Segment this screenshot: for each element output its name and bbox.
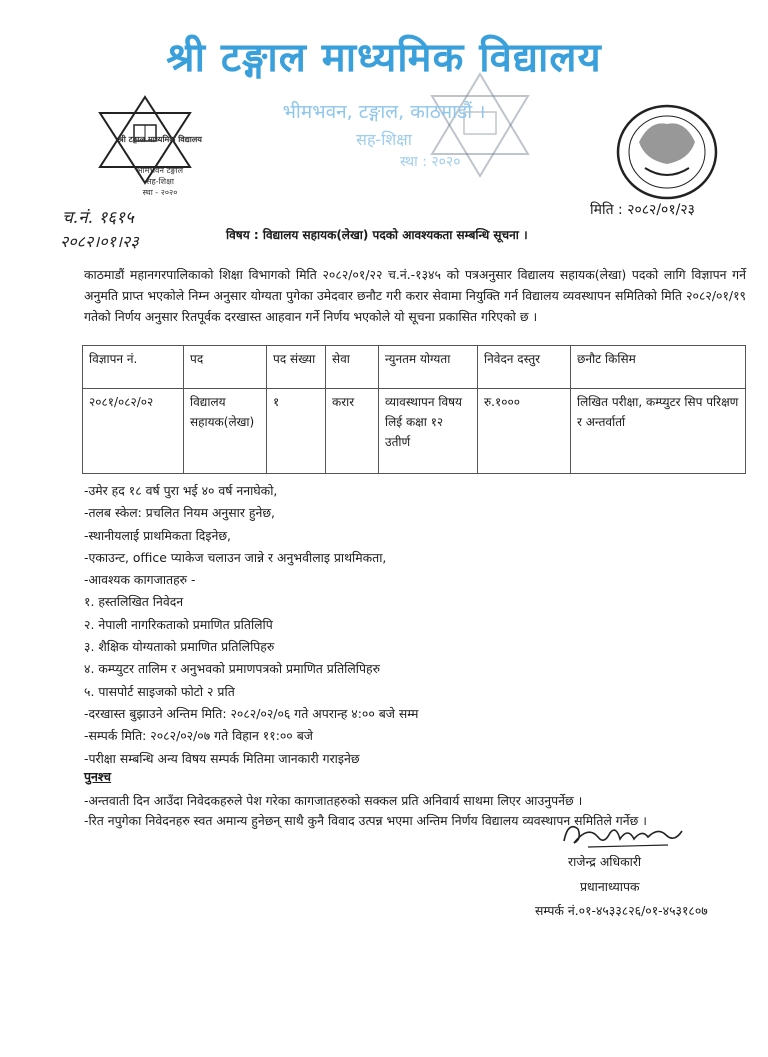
table-cell: १ bbox=[267, 389, 326, 474]
list-item: -दरखास्त बुझाउने अन्तिम मिति: २०८२/०२/०६ गते अपरान्ह ४:०० बजे सम्म bbox=[84, 705, 419, 721]
logo-line: भीमभवन टङ्गाल bbox=[136, 166, 184, 175]
contact-number: सम्पर्क नं.०१-४५३३८२६/०१-४५३१८०७ bbox=[535, 903, 708, 918]
handwritten-reference-number: च.नं. १६१५ bbox=[62, 208, 134, 228]
established-year: स्था : २०२० bbox=[400, 154, 461, 170]
signature-icon bbox=[558, 815, 688, 855]
logo-line: सह-शिक्षा bbox=[146, 177, 174, 186]
table-cell: २०८१/०८२/०२ bbox=[83, 389, 184, 474]
postscript-heading: पुनश्च bbox=[84, 769, 112, 784]
table-header: छनौट किसिम bbox=[571, 346, 746, 389]
notice-date: मिति : २०८२/०१/२३ bbox=[590, 202, 695, 218]
table-header: पद संख्या bbox=[267, 346, 326, 389]
handwritten-date: २०८२।०१।२३ bbox=[60, 232, 139, 251]
table-cell: व्यावस्थापन विषय लिई कक्षा १२ उतीर्ण bbox=[379, 389, 478, 474]
conditions-list bbox=[84, 480, 744, 770]
table-cell: रु.१००० bbox=[478, 389, 571, 474]
school-name-heading: श्री टङ्गाल माध्यमिक विद्यालय bbox=[166, 35, 602, 81]
table-cell: विद्यालय सहायक(लेखा) bbox=[184, 389, 267, 474]
school-logo-text bbox=[95, 132, 225, 198]
notice-subject: विषय : विद्यालय सहायक(लेखा) पदको आवश्यकता सम्बन्धि सूचना । bbox=[226, 228, 528, 242]
list-item: -आवश्यक कागजातहरु - bbox=[84, 572, 196, 588]
list-item: ५. पासपोर्ट साइजको फोटो २ प्रति bbox=[84, 683, 235, 699]
round-stamp-icon bbox=[615, 102, 719, 202]
list-item: -एकाउन्ट, office प्याकेज चलाउन जान्ने र अनुभवीलाइ प्राथमिकता, bbox=[84, 549, 387, 565]
postscript-line: -रित नपुगेका निवेदनहरु स्वत अमान्य हुनेछन् साथै कुनै विवाद उत्पन्न भएमा अन्तिम निर्णय विद्यालय व्यवस्थापन समितिले गर्नेछ । bbox=[84, 813, 647, 828]
list-item: -उमेर हद १८ वर्ष पुरा भई ४० वर्ष ननाघेको, bbox=[84, 483, 278, 498]
table-header: सेवा bbox=[326, 346, 379, 389]
list-item: -तलब स्केल: प्रचलित नियम अनुसार हुनेछ, bbox=[84, 505, 275, 521]
school-address: भीमभवन, टङ्गाल, काठमाडौं । bbox=[282, 101, 486, 123]
list-item: २. नेपाली नागरिकताको प्रमाणित प्रतिलिपि bbox=[84, 616, 273, 632]
table-cell: लिखित परीक्षा, कम्प्युटर सिप परिक्षण र अन्तर्वार्ता bbox=[571, 389, 746, 474]
table-header: न्युनतम योग्यता bbox=[379, 346, 478, 389]
signatory-title: प्रधानाध्यापक bbox=[580, 879, 640, 894]
list-item: -सम्पर्क मिति: २०८२/०२/०७ गते विहान ११:०० बजे bbox=[84, 728, 313, 744]
signatory-name: राजेन्द्र अधिकारी bbox=[568, 854, 642, 869]
vacancy-table bbox=[82, 345, 746, 474]
intro-paragraph: काठमाडौं महानगरपालिकाको शिक्षा विभागको मिति २०८२/०१/२२ च.नं.-१३४५ को पत्रअनुसार विद्यालय सहायक(लेखा) पदको लागि विज्ञापन गर्ने अनुमति प्राप्त भएकोले निम्न अनुसार योग्यता पुगेका उमेदवार छनौट गरी करार सेवामा नियुक्ति गर्न विद्यालय व्यवस्थापन समितिको मिति २०८२/०१/१९ गतेको निर्णय अनुसार रितपूर्वक दरखास्त आहवान गर्ने निर्णय भएकोले यो सूचना प्रकासित गरिएको छ । bbox=[84, 267, 746, 324]
education-type: सह-शिक्षा bbox=[356, 130, 412, 149]
table-header: विज्ञापन नं. bbox=[83, 346, 184, 389]
list-item: -स्थानीयलाई प्राथमिकता दिइनेछ, bbox=[84, 527, 231, 543]
list-item: ४. कम्प्युटर तालिम र अनुभवको प्रमाणपत्रको प्रमाणित प्रतिलिपिहरु bbox=[84, 661, 380, 677]
table-header-row bbox=[83, 346, 746, 389]
logo-line: श्री टङ्गाल माध्यमिक विद्यालय bbox=[118, 135, 202, 144]
table-cell: करार bbox=[326, 389, 379, 474]
postscript-line: -अन्तवाती दिन आउँदा निवेदकहरुले पेश गरेका कागजातहरुको सक्कल प्रति अनिवार्य साथमा लिएर आउनुपर्नेछ । bbox=[84, 793, 583, 808]
table-row bbox=[83, 389, 746, 474]
table-header: निवेदन दस्तुर bbox=[478, 346, 571, 389]
table-header: पद bbox=[184, 346, 267, 389]
list-item: -परीक्षा सम्बन्धि अन्य विषय सम्पर्क मितिमा जानकारी गराइनेछ bbox=[84, 750, 360, 766]
logo-line: स्था - २०२० bbox=[142, 188, 178, 197]
list-item: १. हस्तलिखित निवेदन bbox=[84, 594, 184, 610]
list-item: ३. शैक्षिक योग्यताको प्रमाणित प्रतिलिपिहरु bbox=[84, 639, 275, 655]
